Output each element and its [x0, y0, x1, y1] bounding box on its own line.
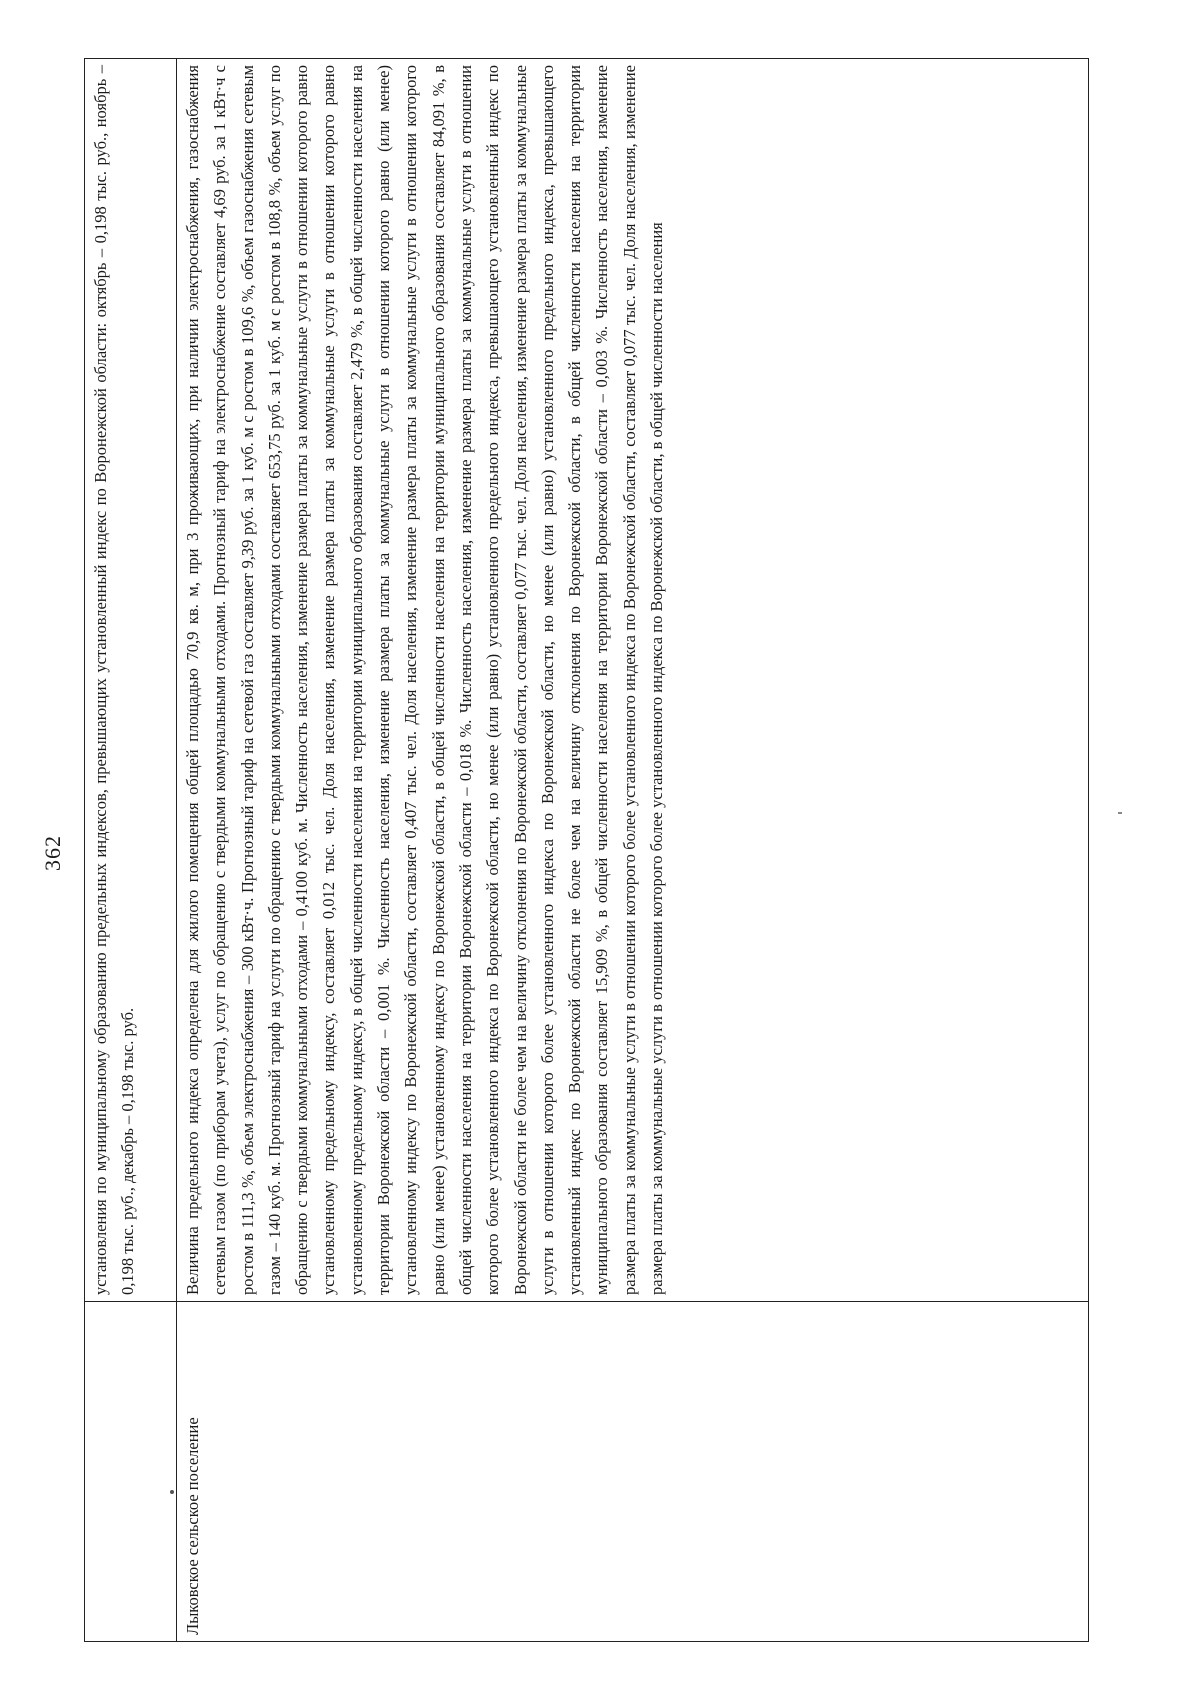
settlement-cell: Лыковское сельское поселение	[177, 1302, 1089, 1642]
description-cell: установления по муниципальному образованию предельных индексов, превышающих установленный индекс по Воронежской области: октябрь – 0,198 тыс. руб., ноябрь – 0,198 тыс. руб., декабрь – 0,198 тыс. руб.	[85, 59, 177, 1302]
table-row	[177, 59, 1089, 1642]
description-cell: Величина предельного индекса определена для жилого помещения общей площадью 70,9 кв. м, при 3 проживающих, при наличии электроснабжения, газоснабжения сетевым газом (по приборам учета), услуг по обращению с твердыми коммунальными отходами. Прогнозный тариф на электроснабжение составляет 4,69 руб. за 1 кВт·ч с ростом в 111,3 %, объем электроснабжения – 300 кВт·ч. Прогнозный тариф на сетевой газ составляет 9,39 руб. за 1 куб. м с ростом в 109,6 %, объем газоснабжения сетевым газом – 140 куб. м. Прогнозный тариф на услуги по обращению с твердыми коммунальными отходами составляет 653,75 руб. за 1 куб. м с ростом в 108,8 %, объем услуг по обращению с твердыми коммунальными отходами – 0,4100 куб. м. Численность населения, изменение размера платы за коммунальные услуги в отношении которого равно установленному предельному индексу, составляет 0,012 тыс. чел. Доля населения, изменение размера платы за коммунальные услуги в отношении которого равно установленному предельному индексу, в общей численности населения на территории муниципального образования составляет 2,479 %, в общей численности населения на территории Воронежской области – 0,001 %. Численность населения, изменение размера платы за коммунальные услуги в отношении которого равно (или менее) установленному индексу по Воронежской области, составляет 0,407 тыс. чел. Доля населения, изменение размера платы за коммунальные услуги в отношении которого равно (или менее) установленному индексу по Воронежской области, в общей численности населения на территории муниципального образования составляет 84,091 %, в общей численности населения на территории Воронежской области – 0,018 %. Численность населения, изменение размера платы за коммунальные услуги в отношении которого более установленного индекса по Воронежской области, но менее (или равно) установленного предельного индекса, превышающего установленный индекс по Воронежской области не более чем на величину отклонения по Воронежской области, составляет 0,077 тыс. чел. Доля населения, изменение размера платы за коммунальные услуги в отношении которого более установленного индекса по Воронежской области, но менее (или равно) установленного предельного индекса, превышающего установленный индекс по Воронежской области не более чем на величину отклонения по Воронежской области, в общей численности населения на территории муниципального образования составляет 15,909 %, в общей численности населения на территории Воронежской области – 0,003 %. Численность населения, изменение размера платы за коммунальные услуги в отношении которого более установленного индекса по Воронежской области, составляет 0,077 тыс. чел. Доля населения, изменение размера платы за коммунальные услуги в отношении которого более установленного индекса по Воронежской области, в общей численности населения	[177, 59, 1089, 1302]
page-number: 362	[40, 835, 65, 871]
scan-speck	[170, 1490, 174, 1494]
scan-speck	[1118, 812, 1122, 814]
table-row	[85, 59, 177, 1642]
document-table	[84, 58, 1089, 1642]
settlement-cell	[85, 1302, 177, 1642]
